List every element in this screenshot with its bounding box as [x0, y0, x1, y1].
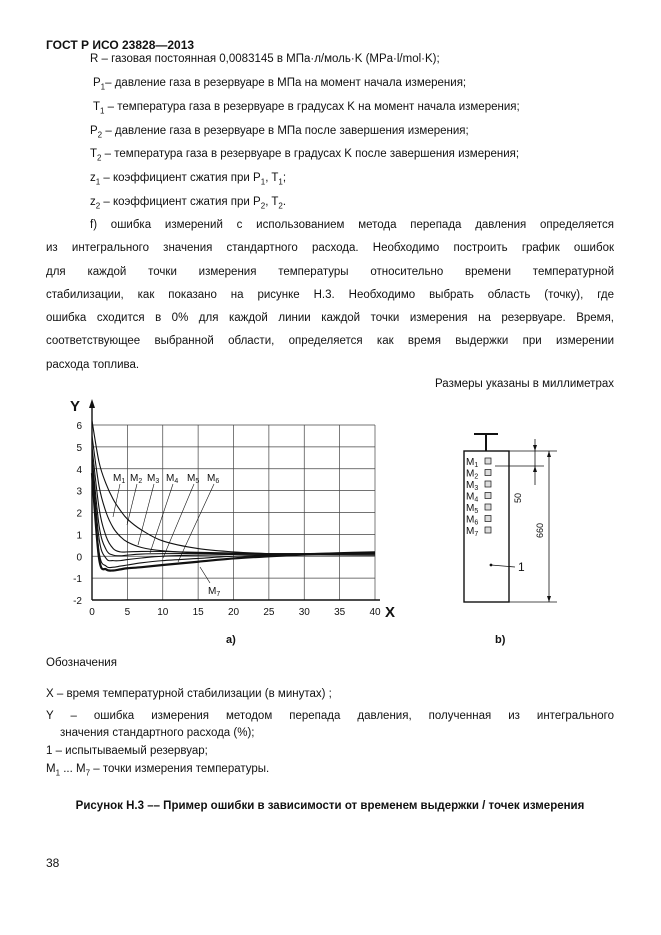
definition-t1: $T_1$ – температура газа в резервуаре в градусах K на момент начала измерения; [93, 101, 520, 116]
x-tick-label: 15 [192, 607, 204, 618]
callout-number: 1 [518, 560, 525, 574]
legend-item-y-continued: значения стандартного расхода (%); [60, 727, 255, 739]
definition-p1: $P_1-$ давление газа в резервуаре в МПа на момент начала измерения; [93, 77, 467, 92]
paragraph-line: стабилизации, как показано на рисунке Н.3. Необходимо выбрать область (точку), где [46, 288, 614, 301]
tank-diagram [455, 395, 575, 650]
arrowhead [547, 596, 551, 602]
series-label-m6: $M_6$ [207, 473, 220, 485]
series-label-m4: $M_4$ [166, 473, 179, 485]
series-label-m5: $M_5$ [187, 473, 200, 485]
figure-a-label: a) [226, 634, 236, 646]
series-label-m3: $M_3$ [147, 473, 160, 485]
y-tick-label: 5 [76, 442, 82, 454]
y-tick-label: 2 [76, 508, 82, 520]
definition-t2: $T_2$ – температура газа в резервуаре в градусах K после завершения измерения; [90, 148, 520, 163]
body-paragraph [46, 214, 614, 377]
sensor-marker [485, 470, 491, 476]
y-tick-label: 4 [76, 464, 82, 476]
chart-axes [89, 399, 380, 600]
sensor-label-m5: $M_5$ [466, 503, 479, 515]
arrowhead [533, 445, 537, 451]
paragraph-line: соответствующее выбранной области, определяется как время выдержки при измерении [46, 335, 614, 348]
definition-p2: $P_2$ – давление газа в резервуаре в МПа после завершения измерения; [90, 125, 469, 140]
callout-leader [491, 565, 515, 567]
error-chart [40, 395, 410, 650]
sensor-marker [485, 516, 491, 522]
sensor-label-m3: $M_3$ [466, 480, 479, 492]
sensor-marker [485, 527, 491, 533]
y-axis-arrow [89, 399, 95, 408]
page-number: 38 [46, 856, 60, 870]
legend-item-tank: 1 – испытываемый резервуар; [46, 745, 208, 757]
paragraph-line: f) ошибка измерений с использованием метода перепада давления определяется [90, 219, 614, 231]
sensor-label-m2: $M_2$ [466, 468, 479, 481]
definition-z2: $z_2$ – коэффициент сжатия при $P_2$, $T_2$. [90, 196, 287, 211]
y-tick-label: 3 [76, 486, 82, 498]
document-header: ГОСТ Р ИСО 23828—2013 [46, 38, 195, 52]
series-leader [200, 567, 210, 583]
legend-item-y: Y – ошибка измерения методом перепада давления, полученная из интегрального [46, 710, 614, 722]
series-label-m7: $M_7$ [208, 586, 221, 598]
sensor-marker [485, 481, 491, 487]
arrowhead [547, 451, 551, 457]
y-axis-label: Y [70, 398, 81, 415]
x-tick-label: 25 [263, 607, 275, 618]
sensor-label-m4: $M_4$ [466, 491, 479, 504]
sensor-label-m6: $M_6$ [466, 514, 479, 527]
dimension-50-text: 50 [513, 492, 523, 503]
sensor-marker [485, 493, 491, 499]
x-tick-label: 20 [227, 607, 240, 618]
series-label-m1: $M_1$ [113, 473, 126, 485]
definition-z1: $z_1$ – коэффициент сжатия при $P_1$, $T_1$; [90, 172, 287, 187]
sensor-label-m7: $M_7$ [466, 526, 479, 538]
y-tick-label: 6 [76, 421, 82, 432]
paragraph-line: для каждой точки измерения температуры относительно времени температурной [46, 265, 614, 278]
chart-labels [73, 421, 381, 618]
x-tick-label: 40 [369, 607, 381, 618]
sensor-marker [485, 458, 491, 464]
figure-b-label: b) [495, 634, 506, 646]
sensor-group [466, 457, 491, 538]
sensor-marker [485, 504, 491, 510]
paragraph-line: расхода топлива. [46, 358, 140, 371]
legend-item-x: X – время температурной стабилизации (в минутах) ; [46, 688, 332, 700]
definition-r: R – газовая постоянная 0,0083145 в МПа·л/моль·K (MPa·l/mol·K); [90, 53, 440, 65]
legend-item-points: $M_1$ ... $M_7$ – точки измерения температуры. [46, 763, 270, 778]
x-tick-label: 0 [89, 607, 95, 618]
y-tick-label: -2 [73, 596, 82, 607]
figure-caption: Рисунок Н.3 –– Пример ошибки в зависимости от временем выдержки / точек измерения [75, 800, 585, 812]
x-tick-label: 35 [334, 607, 346, 618]
series-leader [127, 484, 137, 525]
paragraph-line: ошибка сходится в 0% для каждой линии каждой точки измерения на резервуаре. Время, [46, 312, 614, 325]
legend-title: Обозначения [46, 657, 117, 669]
dimensions-note: Размеры указаны в миллиметрах [435, 378, 614, 390]
chart-grid [92, 425, 375, 600]
x-tick-label: 30 [298, 607, 310, 618]
series-label-m2: $M_2$ [130, 473, 143, 485]
x-tick-label: 5 [124, 607, 131, 618]
y-tick-label: 1 [76, 530, 82, 542]
dimension-660-text: 660 [535, 522, 545, 538]
sensor-label-m1: $M_1$ [466, 457, 479, 469]
y-tick-label: 0 [76, 552, 82, 564]
x-axis-label: X [385, 604, 396, 621]
x-tick-label: 10 [157, 607, 169, 618]
paragraph-line: из интегрального значения стандартного расхода. Необходимо построить график ошибок [46, 242, 614, 255]
y-tick-label: -1 [73, 574, 82, 586]
